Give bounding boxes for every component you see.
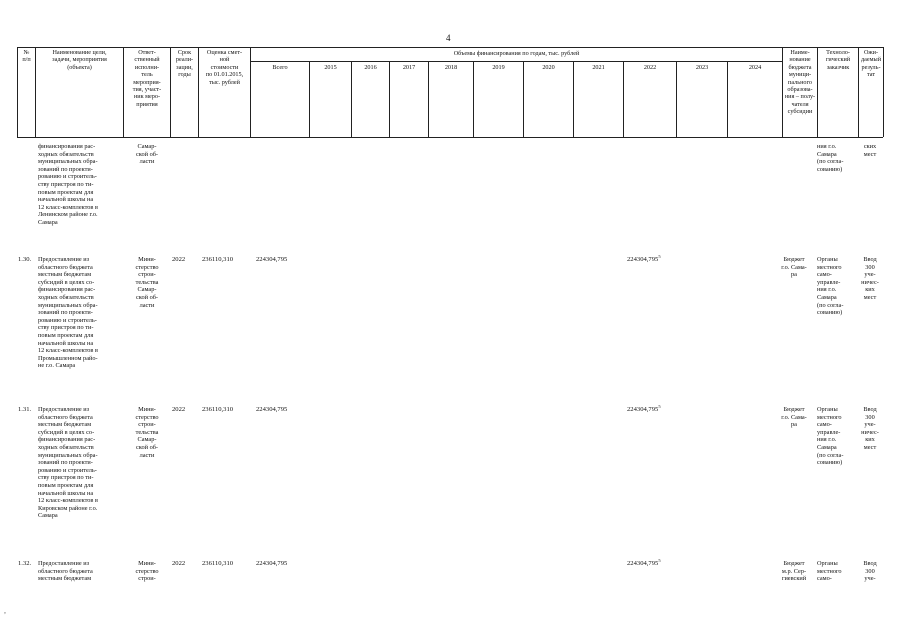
page-number: 4	[446, 33, 451, 43]
header-year: 2019	[492, 64, 505, 71]
row-executor: Органы местного само- управле- ния г.о. Самара (по согла- сованию)	[817, 406, 844, 467]
header-year: 2024	[748, 64, 762, 71]
header-name: Наименование цели, задачи, мероприятия (объекта)	[52, 49, 107, 71]
header-year: 2017	[402, 64, 416, 71]
row-result: Ввод 300 уче- ничес- ких мест	[861, 406, 879, 451]
row-result: ских мест	[863, 143, 877, 158]
header-financing-group: Объемы финансирования по годам, тыс. рублей	[453, 50, 580, 57]
row-term: 2022	[172, 256, 186, 263]
row-recipient: Бюджет г.о. Сама- ра	[781, 406, 807, 429]
header-term: Срок реали- зации, годы	[175, 49, 194, 79]
row-number: 1.30.	[18, 256, 32, 263]
row-responsible: Мини- стерство строи- тельства Самар- ской об- ласти	[135, 406, 159, 459]
row-total: 224304,795	[256, 406, 288, 413]
header-total: Всего	[272, 64, 288, 71]
row-2022-value: 224304,795$^5$	[627, 253, 661, 263]
row-number: 1.32.	[18, 560, 32, 567]
header-result: Ожи- даемый резуль- тат	[860, 49, 882, 79]
header-year: 2023	[695, 64, 709, 71]
row-cost: 236110,310	[202, 560, 234, 567]
header-cost: Оценка смет- ной стоимости по 01.01.2015, тыс. рублей	[205, 49, 244, 86]
row-name: Предоставление из областного бюджета местным бюджетам субсидий в целях со- финансирования рас- ходных обязательств муниципальных обра- зований по проекти- рованию и строитель- ству пристроя по ти- повым проектам для начальной школы на 12 класс-комплектов в Кировском районе г.о. Самара	[38, 406, 98, 520]
row-name: финансирования рас- ходных обязательств муниципальных обра- зований по проекти- рованию и строитель- ству пристроя по ти- повым проектам для начальной школы на 12 класс-комплектов в Ленинском районе г.о. Самара	[38, 143, 98, 226]
header-year: 2021	[592, 64, 605, 71]
header-executor: Техноло- гический заказчик	[825, 49, 851, 71]
row-term: 2022	[172, 560, 186, 567]
row-name: Предоставление из областного бюджета местным бюджетам субсидий в целях со- финансирования рас- ходных обязательств муниципальных обра- зований по проекти- рованию и строитель- ству пристроя по ти- повым проектам для начальной школы на 12 класс-комплектов в Промышленном райо- не г.о. Самара	[38, 256, 98, 370]
row-name: Предоставление из областного бюджета местным бюджетам	[38, 560, 93, 583]
row-total: 224304,795	[256, 560, 288, 567]
header-responsible: Ответ- ственный исполни- тель мероприя- тия, участ- ник меро- приятия	[132, 49, 162, 108]
row-2022-value: 224304,795$^5$	[627, 403, 661, 413]
row-responsible: Самар- ской об- ласти	[135, 143, 159, 166]
header-year: 2020	[542, 64, 555, 71]
row-cost: 236110,310	[202, 406, 234, 413]
table-header	[17, 47, 883, 137]
row-responsible: Мини- стерство строи-	[135, 560, 159, 583]
row-recipient: Бюджет г.о. Сама- ра	[781, 256, 807, 279]
row-executor: Органы местного само- управле- ния г.о. Самара (по согла- сованию)	[817, 256, 844, 317]
header-year: 2022	[643, 64, 657, 71]
row-result: Ввод 300 уче- ничес- ких мест	[861, 256, 879, 301]
row-number: 1.31.	[18, 406, 32, 413]
header-year: 2018	[444, 64, 458, 71]
row-total: 224304,795	[256, 256, 288, 263]
row-term: 2022	[172, 406, 186, 413]
row-cost: 236110,310	[202, 256, 234, 263]
row-2022-value: 224304,795$^5$	[627, 557, 661, 567]
scan-mark: ,	[4, 606, 6, 615]
header-year: 2015	[324, 64, 337, 71]
header-recipient: Наиме- нование бюджета муници- пального образова- ния – полу- чателя субсидии	[784, 49, 816, 116]
row-result: Ввод 300 уче-	[863, 560, 877, 583]
header-num: № п/п	[22, 49, 31, 64]
row-executor: Органы местного само-	[817, 560, 842, 583]
header-year: 2016	[364, 64, 377, 71]
row-recipient: Бюджет м.р. Сер- гиевский	[781, 560, 807, 583]
row-responsible: Мини- стерство строи- тельства Самар- ской об- ласти	[135, 256, 159, 309]
row-executor: ния г.о. Самара (по согла- сованию)	[817, 143, 844, 173]
